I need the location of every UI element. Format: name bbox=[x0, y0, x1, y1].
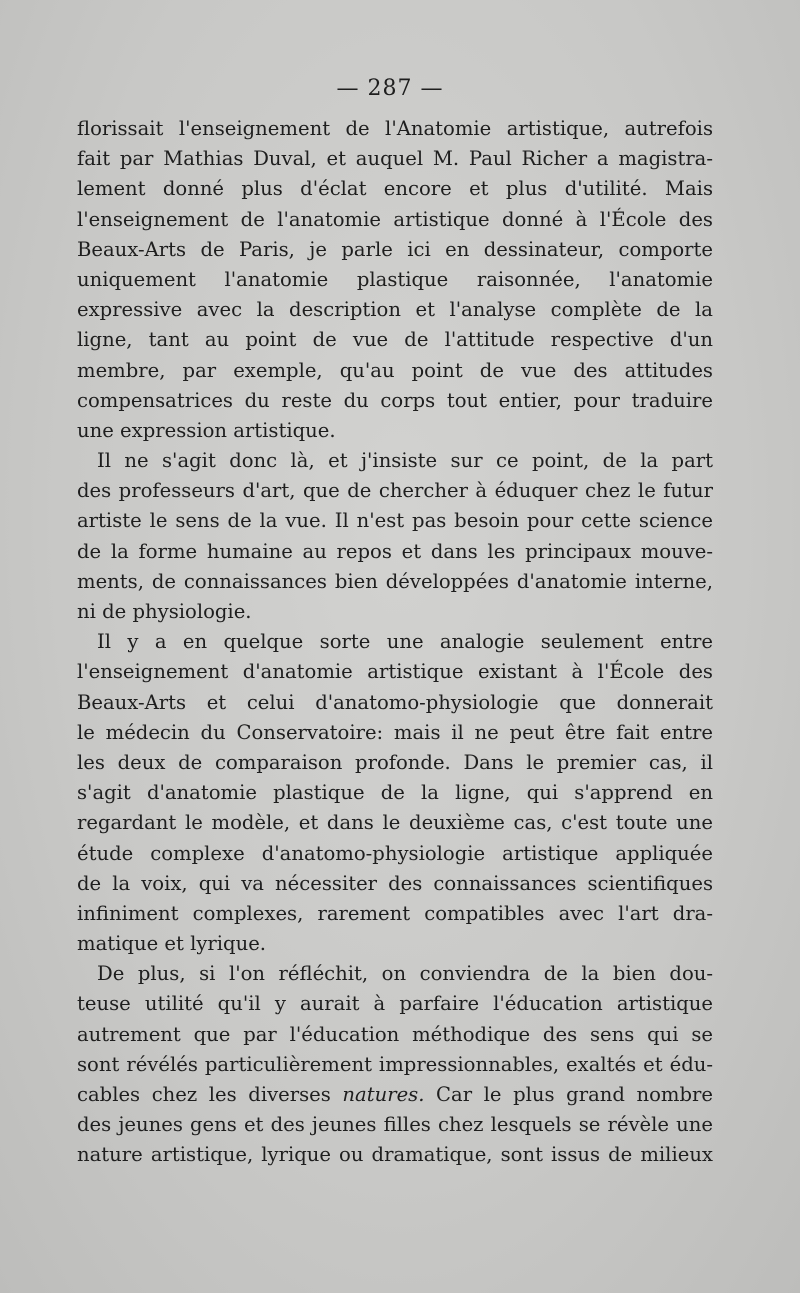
text-line: de la forme humaine au repos et dans les principaux mouve- bbox=[77, 539, 713, 563]
text-line: Beaux-Arts et celui d'anatomo-physiologie que donnerait bbox=[77, 690, 713, 714]
text-line: De plus, si l'on réfléchit, on conviendra de la bien dou- bbox=[97, 962, 713, 986]
text-line: ments, de connaissances bien développées d'anatomie interne, bbox=[77, 569, 713, 593]
text-segment: Car le plus grand nombre bbox=[424, 1083, 713, 1106]
text-line: compensatrices du reste du corps tout entier, pour traduire bbox=[77, 388, 713, 412]
text-line: artiste le sens de la vue. Il n'est pas besoin pour cette science bbox=[77, 509, 713, 533]
text-line: des professeurs d'art, que de chercher à éduquer chez le futur bbox=[77, 479, 713, 503]
text-line: sont révélés particulièrement impressionnables, exaltés et édu- bbox=[77, 1052, 713, 1076]
text-line: teuse utilité qu'il y aurait à parfaire l'éducation artistique bbox=[77, 992, 713, 1016]
text-line: l'enseignement d'anatomie artistique existant à l'École des bbox=[77, 660, 713, 684]
text-line: de la voix, qui va nécessiter des connaissances scientifiques bbox=[77, 871, 713, 895]
text-line bbox=[77, 1080, 713, 1110]
page-number: — 287 — bbox=[336, 76, 444, 101]
text-line: florissait l'enseignement de l'Anatomie artistique, autrefois bbox=[77, 117, 713, 140]
text-line: nature artistique, lyrique ou dramatique, sont issus de milieux bbox=[77, 1143, 713, 1167]
text-line: Il ne s'agit donc là, et j'insiste sur ce point, de la part bbox=[97, 449, 713, 473]
body-text bbox=[77, 114, 713, 1171]
text-line: regardant le modèle, et dans le deuxième cas, c'est toute une bbox=[77, 811, 713, 835]
text-line: infiniment complexes, rarement compatibles avec l'art dra- bbox=[77, 901, 713, 925]
text-line: expressive avec la description et l'analyse complète de la bbox=[77, 298, 713, 322]
text-line: le médecin du Conservatoire: mais il ne peut être fait entre bbox=[77, 720, 713, 744]
italic-word: natures. bbox=[342, 1083, 425, 1106]
text-line: les deux de comparaison profonde. Dans le premier cas, il bbox=[77, 750, 713, 774]
text-line: l'enseignement de l'anatomie artistique donné à l'École des bbox=[77, 207, 713, 231]
text-line: étude complexe d'anatomo-physiologie artistique appliquée bbox=[77, 841, 713, 865]
text-line: ni de physiologie. bbox=[77, 600, 252, 623]
text-line: s'agit d'anatomie plastique de la ligne, qui s'apprend en bbox=[77, 781, 713, 805]
text-line: Beaux-Arts de Paris, je parle ici en dessinateur, comporte bbox=[77, 237, 713, 261]
text-line: une expression artistique. bbox=[77, 418, 336, 442]
text-line: des jeunes gens et des jeunes filles chez lesquels se révèle une bbox=[77, 1113, 713, 1137]
text-line: membre, par exemple, qu'au point de vue des attitudes bbox=[77, 358, 713, 382]
text-line: lement donné plus d'éclat encore et plus d'utilité. Mais bbox=[77, 177, 713, 201]
text-line: Il y a en quelque sorte une analogie seulement entre bbox=[97, 630, 713, 654]
text-line: autrement que par l'éducation méthodique des sens qui se bbox=[77, 1022, 713, 1046]
text-line: matique et lyrique. bbox=[77, 932, 267, 956]
text-segment: cables chez les diverses bbox=[77, 1083, 343, 1106]
text-line: uniquement l'anatomie plastique raisonnée, l'anatomie bbox=[77, 267, 713, 291]
text-line: ligne, tant au point de vue de l'attitude respective d'un bbox=[77, 328, 713, 352]
text-line: fait par Mathias Duval, et auquel M. Paul Richer a magistra- bbox=[77, 147, 713, 171]
